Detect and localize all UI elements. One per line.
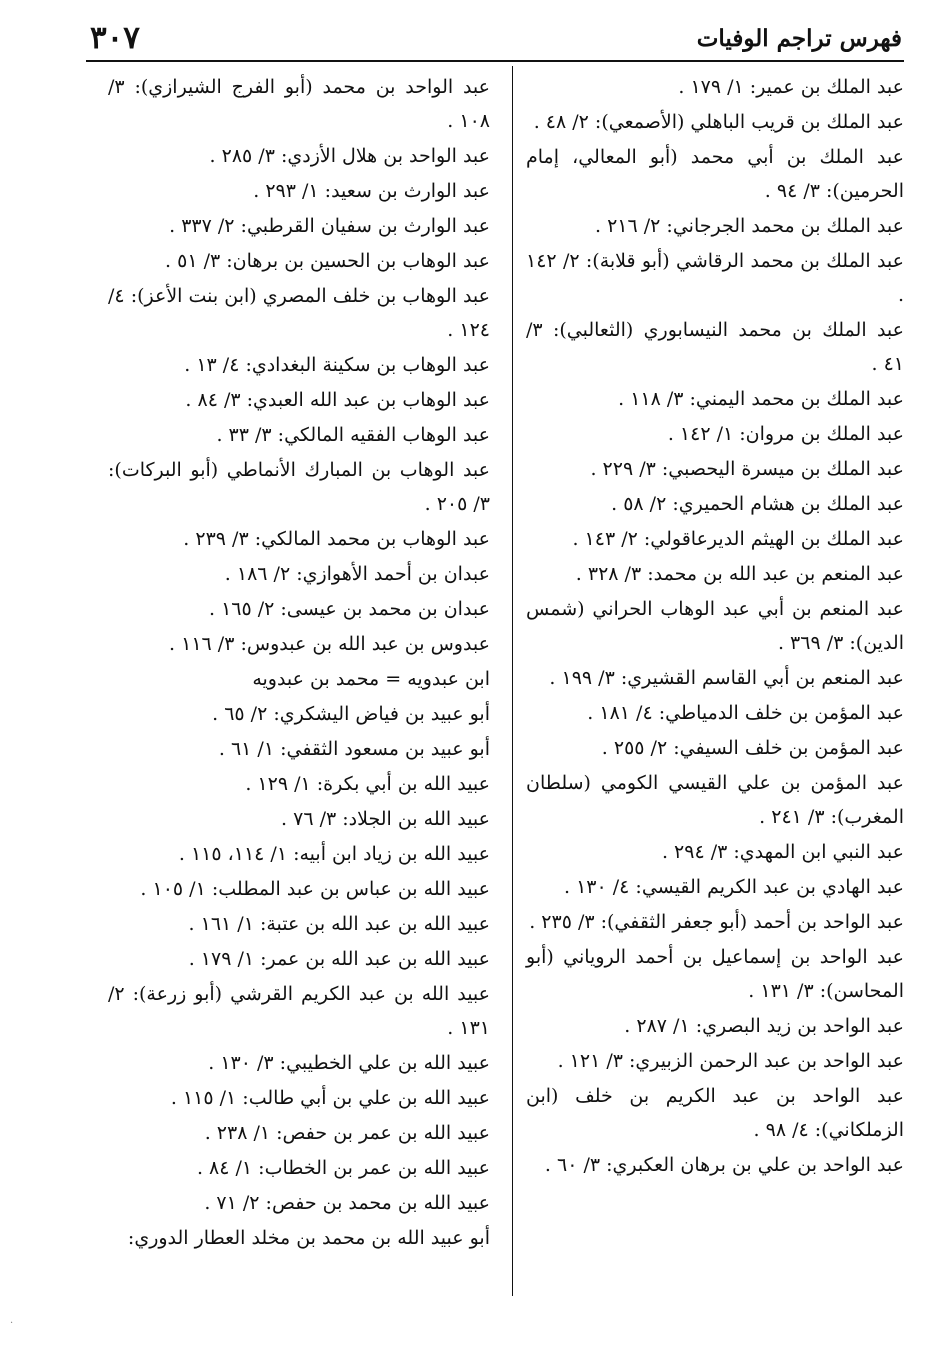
index-entry: عبد الواحد بن إسماعيل بن أحمد الروياني (أبو المحاسن): ٣/ ١٣١ . [526,946,904,1002]
index-entry: عبدوس بن عبد الله بن عبدوس: ٣/ ١١٦ . [169,633,490,655]
index-entry: عبد الوهاب بن محمد المالكي: ٣/ ٢٣٩ . [183,528,490,550]
index-entry: عبد الواحد بن عبد الرحمن الزبيري: ٣/ ١٢١ . [557,1050,904,1072]
index-entry: عبيد الله بن الجلاد: ٣/ ٧٦ . [281,808,490,830]
index-entry: عبد الواحد بن محمد (أبو الفرج الشيرازي): ٣/ ١٠٨ . [108,76,490,132]
index-entry: عبد الوارث بن سفيان القرطبي: ٢/ ٣٣٧ . [169,215,490,237]
index-entry: أبو عبيد الله بن محمد بن مخلد العطار الدوري: [127,1227,490,1249]
index-entry: ابن عبدويه = محمد بن عبدويه [252,668,490,690]
index-entry: عبد الملك بن هشام الحميري: ٢/ ٥٨ . [611,493,904,515]
index-entry: عبد الملك بن محمد اليمني: ٣/ ١١٨ . [618,388,904,410]
index-entry: عبدان بن محمد بن عيسى: ٢/ ١٦٥ . [208,598,490,620]
index-entry: عبد الواحد بن زيد البصري: ١/ ٢٨٧ . [624,1015,904,1037]
index-entry: عبيد الله بن محمد بن حفص: ٢/ ٧١ . [204,1192,490,1214]
index-entry: عبد الملك بن قريب الباهلي (الأصمعي): ٢/ ٤٨ . [533,111,904,133]
index-entry: عبيد الله بن علي الخطيبي: ٣/ ١٣٠ . [208,1052,490,1074]
index-entry: عبيد الله بن عبد الله بن عمر: ١/ ١٧٩ . [188,948,490,970]
page-header [90,18,902,58]
header-rule [86,60,904,62]
index-entry: عبيد الله بن زياد ابن أبيه: ١/ ١١٤، ١١٥ . [178,843,490,865]
index-entry: عبد الهادي بن عبد الكريم القيسي: ٤/ ١٣٠ . [564,876,904,898]
running-title: فهرس تراجم الوفيات [696,24,902,52]
index-entry: عبد الواحد بن هلال الأزدي: ٣/ ٢٨٥ . [209,145,490,167]
index-entry: عبد النبي ابن المهدي: ٣/ ٢٩٤ . [661,841,904,863]
index-entry: عبد الملك بن محمد الجرجاني: ٢/ ٢١٦ . [594,215,904,237]
index-entry: عبيد الله بن علي بن أبي طالب: ١/ ١١٥ . [170,1087,490,1109]
index-entry: عبد الوهاب بن سكينة البغدادي: ٤/ ١٣ . [184,354,490,376]
index-entry: عبد الملك بن عمير: ١/ ١٧٩ . [678,76,904,98]
index-entry: عبدان بن أحمد الأهوازي: ٢/ ١٨٦ . [224,563,490,585]
index-entry: عبد المؤمن بن خلف الدمياطي: ٤/ ١٨١ . [587,702,904,724]
index-entry: عبد الواحد بن عبد الكريم بن خلف (ابن الزملكاني): ٤/ ٩٨ . [526,1085,904,1141]
index-entry: عبد الوهاب بن خلف المصري (ابن بنت الأعز): ٤/ ١٢٤ . [108,285,490,341]
index-entry: عبد المنعم بن أبي القاسم القشيري: ٣/ ١٩٩ . [549,667,904,689]
column-divider [512,66,513,1296]
index-entry: عبيد الله بن عمر بن حفص: ١/ ٢٣٨ . [204,1122,490,1144]
index-column-right [526,70,904,1182]
index-entry: عبد الواحد بن أحمد (أبو جعفر الثقفي): ٣/ ٢٣٥ . [529,911,904,933]
scan-edge-mark: · [10,1318,14,1329]
index-column-left [108,70,490,1255]
index-entry: عبد الوهاب الفقيه المالكي: ٣/ ٣٣ . [216,424,490,446]
index-entry: عبد الملك بن ميسرة اليحصبي: ٣/ ٢٢٩ . [590,458,904,480]
index-entry: عبد الملك بن الهيثم الديرعاقولي: ٢/ ١٤٣ . [572,528,904,550]
index-entry: عبد الوهاب بن المبارك الأنماطي (أبو البركات): ٣/ ٢٠٥ . [108,459,490,515]
index-entry: عبيد الله بن أبي بكرة: ١/ ١٢٩ . [245,773,490,795]
index-entry: عبد الواحد بن علي بن برهان العكبري: ٣/ ٦٠ . [544,1154,904,1176]
index-entry: عبد الملك بن أبي محمد (أبو المعالي، إمام الحرمين): ٣/ ٩٤ . [526,146,904,202]
index-entry: عبيد الله بن عبد الكريم القرشي (أبو زرعة): ٢/ ١٣١ . [108,983,490,1039]
index-entry: عبد الوارث بن سعيد: ١/ ٢٩٣ . [253,180,490,202]
index-entry: عبد الملك بن محمد الرقاشي (أبو قلابة): ٢/ ١٤٢ . [526,250,904,306]
index-entry: عبد المؤمن بن علي القيسي الكومي (سلطان المغرب): ٣/ ٢٤١ . [526,772,904,828]
index-entry: أبو عبيد بن مسعود الثقفي: ١/ ٦١ . [218,738,490,760]
index-entry: عبد الملك بن محمد النيسابوري (الثعالبي): ٣/ ٤١ . [526,319,904,375]
page-number: ٣٠٧ [90,20,140,56]
index-entry: عبد المؤمن بن خلف السيفي: ٢/ ٢٥٥ . [601,737,904,759]
index-entry: عبيد الله بن عبد الله بن عتبة: ١/ ١٦١ . [188,913,490,935]
index-entry: عبد الوهاب بن الحسين بن برهان: ٣/ ٥١ . [165,250,490,272]
index-entry: عبيد الله بن عمر بن الخطاب: ١/ ٨٤ . [196,1157,490,1179]
index-entry: عبد الملك بن مروان: ١/ ١٤٢ . [667,423,904,445]
index-entry: أبو عبيد بن فياض اليشكري: ٢/ ٦٥ . [212,703,490,725]
index-entry: عبد المنعم بن أبي عبد الوهاب الحراني (شمس الدين): ٣/ ٣٦٩ . [526,598,905,654]
index-entry: عبد الوهاب بن عبد الله العبدي: ٣/ ٨٤ . [185,389,490,411]
index-entry: عبيد الله بن عباس بن عبد المطلب: ١/ ١٠٥ . [140,878,490,900]
index-entry: عبد المنعم بن عبد الله بن محمد: ٣/ ٣٢٨ . [575,563,904,585]
